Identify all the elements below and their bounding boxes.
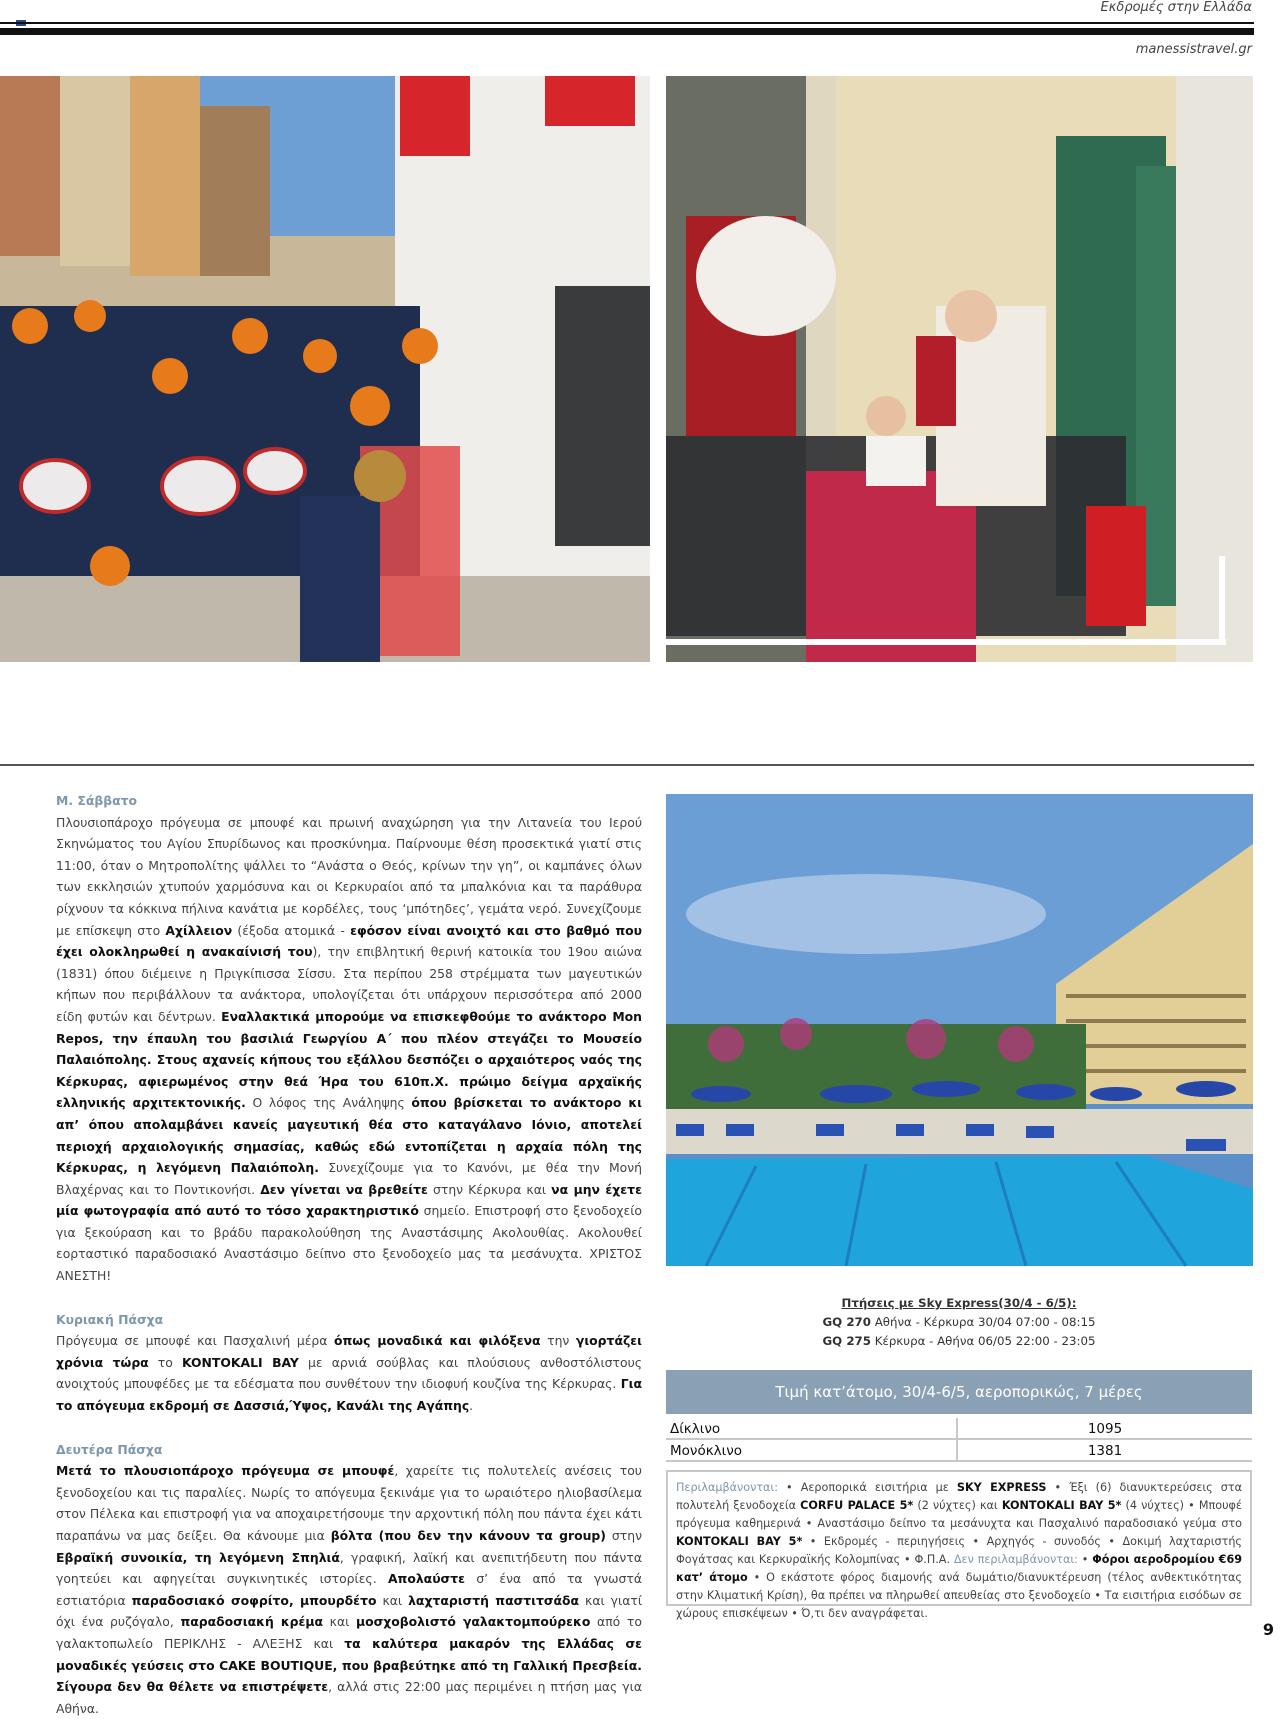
page-header: [0, 0, 1280, 62]
flight-row: [666, 1313, 1252, 1332]
inclusions-heading: Περιλαμβάνονται:: [676, 1481, 778, 1494]
body-text: • Έξι (6) διανυκτερεύσεις στα πολυτελή ξενοδοχεία: [676, 1481, 1242, 1512]
body-text: και: [323, 1614, 357, 1630]
price-row-double: [666, 1418, 1252, 1440]
body-text: Πρόγευμα σε μπουφέ και Πασχαλινή μέρα: [56, 1333, 334, 1349]
body-text: Ο λόφος της Ανάληψης: [245, 1095, 412, 1111]
body-text: στην Κέρκυρα και: [427, 1181, 552, 1197]
itinerary-days: [56, 790, 642, 1719]
body-text: , αλλά στις 22:00 μας περιμένει η πτήση μας για Αθήνα.: [56, 1679, 643, 1716]
price-heading: Τιμή κατ’άτομο, 30/4-6/5, αεροπορικώς, 7 μέρες: [666, 1370, 1252, 1414]
room-type-label: Δίκλινο: [666, 1418, 958, 1438]
flight-detail: Κέρκυρα - Αθήνα 06/05 22:00 - 23:05: [874, 1334, 1096, 1348]
body-text: και γιατί όχι ένα ρυζόγαλο,: [56, 1592, 643, 1630]
body-text: την: [540, 1333, 576, 1349]
flight-row: [666, 1332, 1252, 1351]
emphasis-text: να μην έχετε μία φωτογραφία από αυτό το τόσο χαρακτηριστικό: [56, 1181, 642, 1219]
day-paragraph: [56, 812, 642, 1287]
body-text: και: [376, 1592, 409, 1608]
day-spacer: [56, 1417, 642, 1439]
room-price: 1381: [1087, 1443, 1123, 1459]
photo-marching-band: [0, 76, 650, 662]
body-text: ), την επιβλητική θερινή κατοικία του 19ου αιώνα (1831) όπου διέμεινε η Πριγκίπισσα Σίσσυ. Στα περίπου 258 στρέμματα των μαγευτικών κήπων που περιβάλλουν τα ανάκτορα, υπολογίζεται ότι υπάρχουν περισσότερα από 2000 είδη φυτών και δέντρων.: [56, 944, 642, 1024]
body-text: , γραφική, λαϊκή και ανεπιτήδευτη που πάντα γοητεύει και αφηγείται συγκινητικές ιστορίες.: [56, 1549, 642, 1587]
body-text: , χαρείτε τις πολυτελείς ανέσεις του ξενοδοχείου και τις παραλίες. Νωρίς το απόγευμα ξεκινάμε για το ωραιότερο ηλιοβασίλεμα στον Πέλεκα και επιστροφή για να αποχαιρετήσουμε την αρχοντική πόλη που πάντα έχει κάτι παραπάνω να μας δείξει. Θα κάνουμε μια: [56, 1463, 642, 1543]
flight-detail: Αθήνα - Κέρκυρα 30/04 07:00 - 08:15: [874, 1315, 1096, 1329]
flight-info: [666, 1294, 1252, 1351]
inclusions-text: [676, 1481, 1242, 1620]
header-rule-thin: [0, 22, 1254, 24]
emphasis-text: εφόσον είναι ανοιχτό και στο βαθμό που έχει ολοκληρωθεί η ανακαίνισή του: [56, 922, 643, 960]
emphasis-text: Εναλλακτικά μπορούμε να επισκεφθούμε το ανάκτορο Mon Repos, την έπαυλη του βασιλιά Γεωργίου Α΄ που πλέον στεγάζει το Μουσείο Παλαιόπολης. Στους αχανείς κήπους του εξάλλου δεσπόζει ο αρχαιότερος ναός της Κέρκυρας, αφιερωμένος στην θεά Ήρα του 610π.Χ. πρώιμο δείγμα αρχαϊκής ελληνικής αρχιτεκτονικής.: [56, 1008, 642, 1111]
itinerary-text: [56, 790, 642, 1719]
day-title: Μ. Σάββατο: [56, 793, 137, 808]
room-price: 1095: [1087, 1421, 1123, 1437]
body-text: • Εκδρομές - περιηγήσεις • Αρχηγός - συνοδός • Δοκιμή λαχταριστής Φογάτσας και Κερκυραϊκής Κολομπίνας • Φ.Π.Α.: [676, 1535, 1242, 1566]
price-table: [666, 1418, 1252, 1462]
flight-code: GQ 270: [822, 1315, 871, 1329]
page-number: 9: [1262, 1620, 1274, 1639]
photo-hotel-pool: [666, 794, 1253, 1266]
emphasis-text: παραδοσιακή κρέμα: [180, 1614, 324, 1630]
photo-traditional-costumes: [666, 76, 1253, 662]
emphasis-text: Μετά το πλουσιοπάροχο πρόγευμα σε μπουφέ: [56, 1463, 395, 1479]
emphasis-text: Φόροι αεροδρομίου €69 κατ’ άτομο: [676, 1553, 1243, 1584]
header-rule-thick: [0, 28, 1254, 35]
website-link[interactable]: manessistravel.gr: [1135, 42, 1252, 57]
emphasis-text: Για το απόγευμα εκδρομή σε Δασσιά,Ύψος, Κανάλι της Αγάπης: [56, 1376, 642, 1414]
emphasis-text: Εβραϊκή συνοικία, τη λεγόμενη Σπηλιά: [56, 1549, 340, 1565]
emphasis-text: Δεν γίνεται να βρεθείτε: [260, 1181, 428, 1197]
body-text: στην: [605, 1528, 642, 1543]
body-text: .: [469, 1398, 474, 1414]
emphasis-text: βόλτα (που δεν την κάνουν τα group): [330, 1528, 606, 1543]
emphasis-text: μοσχοβολιστό γαλακτομπούρεκο: [356, 1614, 591, 1630]
section-title: Εκδρομές στην Ελλάδα: [1100, 0, 1252, 15]
day-spacer: [56, 1287, 642, 1309]
emphasis-text: KONTOKALI BAY: [181, 1354, 299, 1370]
body-text: (έξοδα ατομικά -: [232, 922, 351, 938]
emphasis-text: KONTOKALI BAY 5*: [676, 1535, 803, 1548]
body-text: (4 νύχτες) • Μπουφέ πρόγευμα καθημερινά • Αναστάσιμο δείπνο τα μεσάνυχτα και Πασχαλινό παραδοσιακό γεύμα στο: [676, 1499, 1242, 1530]
emphasis-text: παραδοσιακό σοφρίτο, μπουρδέτο: [131, 1592, 377, 1608]
flight-code: GQ 275: [822, 1334, 871, 1348]
emphasis-text: όπου βρίσκεται το ανάκτορο κι απ’ όπου απολαμβάνει κανείς μαγευτική θέα στο καταγάλανο Ιόνιο, αποτελεί περιοχή αρχαιολογικής σημασίας, καθώς εδώ εντοπίζεται η αρχαία πόλη της Κέρκυρας, η λεγόμενη Παλαιόπολη.: [56, 1095, 642, 1176]
day-paragraph: [56, 1330, 642, 1416]
emphasis-text: όπως μοναδικά και φιλόξενα: [333, 1333, 541, 1349]
body-text: Πλουσιοπάροχο πρόγευμα σε μπουφέ και πρωινή αναχώρηση για την Λιτανεία του Ιερού Σκηνώματος του Αγίου Σπυρίδωνος και προσκύνημα. Παίρνουμε θέση προσεκτικά γιατί στις 11:00, όταν ο Μητροπολίτης ψάλλει το “Ανάστα ο Θεός, κρίνων την γη”, οι καμπάνες όλων των εκκλησιών χτυπούν χαρμόσυνα και οι Κερκυραίοι από τα μπαλκόνια και τα παράθυρα ρίχνουν τα κόκκινα πήλινα κανάτια με κορδέλες, τους ‘μπότηδες’, γεμάτα νερό. Συνεχίζουμε με επίσκεψη στο: [56, 814, 642, 938]
room-type-label: Μονόκλινο: [666, 1440, 958, 1460]
body-text: •: [1077, 1553, 1093, 1566]
emphasis-text: Αχίλλειον: [165, 922, 233, 938]
day-title: Δευτέρα Πάσχα: [56, 1441, 163, 1457]
emphasis-text: γιορτάζει χρόνια τώρα: [56, 1333, 643, 1370]
body-text: (2 νύχτες) και: [913, 1499, 1002, 1512]
body-text: σημείο. Επιστροφή στο ξενοδοχείο για ξεκούραση και το βράδυ παρακολούθηση της Αναστάσιμης Ακολουθίας. Ακολουθεί εορταστικό παραδοσιακό Αναστάσιμο δείπνο στο ξενοδοχείο μας τα μεσάνυχτα. ΧΡΙΣΤΟΣ ΑΝΕΣΤΗ!: [56, 1203, 642, 1284]
price-row-single: [666, 1440, 1252, 1462]
day-paragraph: [56, 1460, 642, 1719]
emphasis-text: τα καλύτερα μακαρόν της Ελλάδας σε μοναδικές γεύσεις στο CAKE BOUTIQUE, που βραβεύτηκε από τη Γαλλική Πρεσβεία. Σίγουρα δεν θα θέλετε να επιστρέψετε: [56, 1635, 642, 1695]
emphasis-text: λαχταριστή παστιτσάδα: [408, 1592, 580, 1608]
emphasis-text: CORFU PALACE 5*: [800, 1499, 914, 1512]
inclusions-box: [666, 1470, 1252, 1620]
inclusions-heading: Δεν περιλαμβάνονται:: [950, 1553, 1078, 1566]
emphasis-text: Απολαύστε: [387, 1571, 466, 1587]
emphasis-text: SKY EXPRESS: [956, 1481, 1047, 1494]
body-text: • Ο εκάστοτε φόρος διαμονής ανά δωμάτιο/διανυκτέρευση (τέλος ανθεκτικότητας στην Κλιματική Κρίση), θα πρέπει να πληρωθεί απευθείας στο ξενοδοχείο • Τα εισιτήρια εισόδων σε χώρους επισκέψεων • Ό,τι δεν αναγράφεται.: [676, 1571, 1242, 1620]
day-title: Κυριακή Πάσχα: [56, 1311, 164, 1327]
body-text: Συνεχίζουμε για το Κανόνι, με θέα την Μονή Βλαχέρνας και το Ποντικονήσι.: [56, 1160, 643, 1197]
body-text: το: [148, 1354, 182, 1370]
emphasis-text: KONTOKALI BAY 5*: [1001, 1499, 1122, 1512]
section-divider: [0, 764, 1254, 766]
body-text: • Αεροπορικά εισιτήρια με: [777, 1481, 957, 1494]
body-text: από το γαλακτοπωλείο ΠΕΡΙΚΛΗΣ - ΑΛΕΞΗΣ και: [56, 1614, 642, 1651]
flight-title: Πτήσεις με Sky Express(30/4 - 6/5):: [841, 1296, 1077, 1310]
body-text: σ’ ένα από τα γνωστά εστιατόρια: [56, 1571, 642, 1608]
body-text: με αρνιά σούβλας και πλούσιους ανθοστόλιστους ανοιχτούς μπουφέδες με τα εδέσματα που συνθέτουν την ιδιοφυή κουζίνα της Κέρκυρας.: [56, 1354, 643, 1392]
